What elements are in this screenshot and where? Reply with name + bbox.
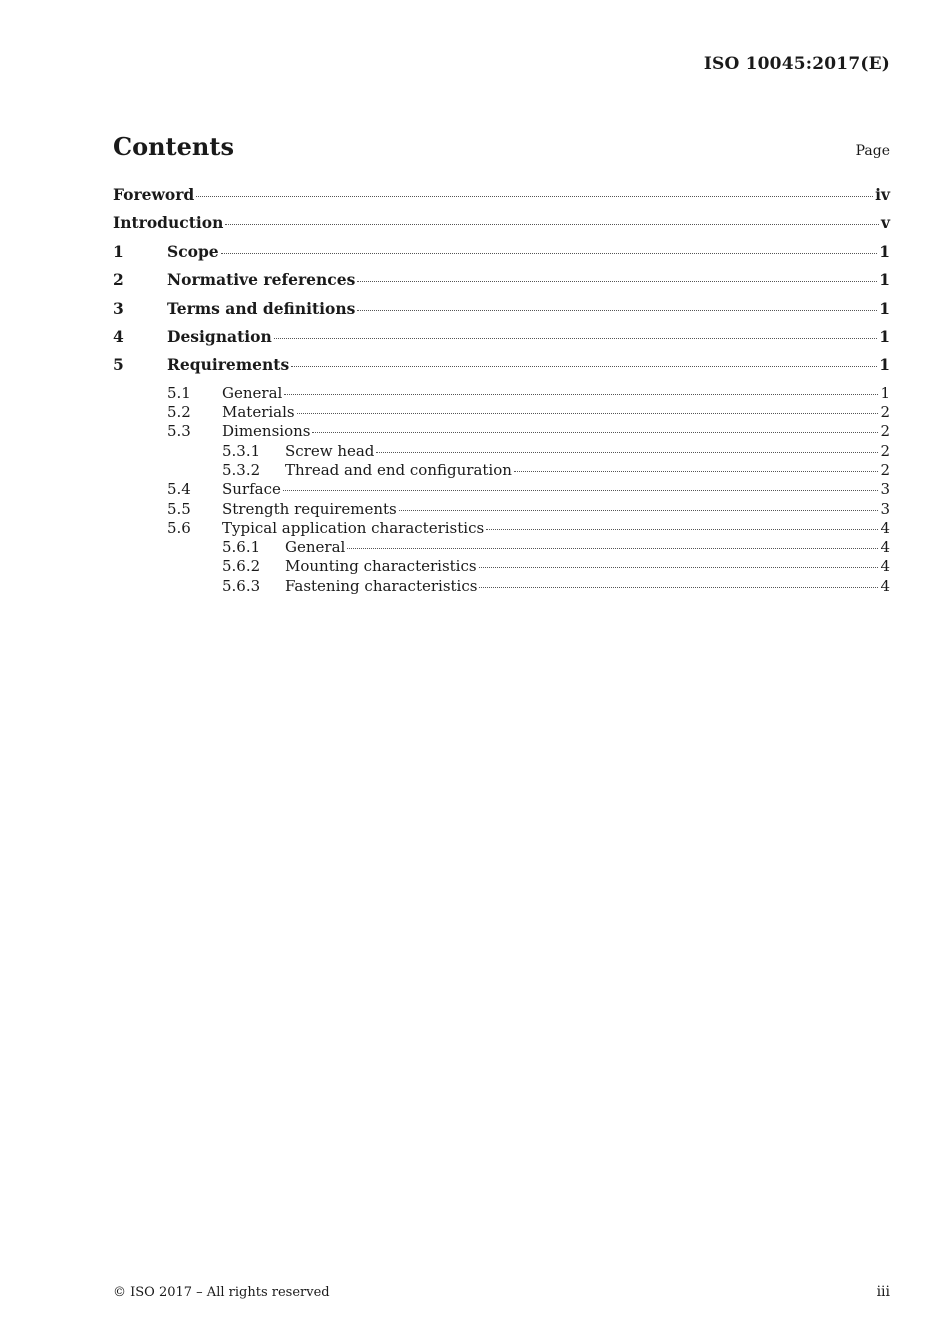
toc-entry[interactable]: [113, 355, 890, 383]
toc-entry-page: v: [880, 213, 890, 233]
footer-page-number: iii: [876, 1284, 890, 1300]
toc-entry-page: 4: [880, 518, 890, 537]
toc-entry-number: 5.3: [167, 422, 191, 441]
toc-page-label: Page: [855, 143, 890, 159]
toc-entry-label: Designation: [167, 326, 272, 346]
toc-entry-page: 1: [879, 270, 890, 290]
toc-dot-leader: [284, 394, 878, 395]
toc-dot-leader: [274, 338, 877, 339]
toc-dot-leader: [297, 413, 879, 414]
toc-entry-number: 5.4: [167, 480, 191, 499]
toc-entry-page: 2: [880, 441, 890, 460]
toc-dot-leader: [486, 529, 878, 530]
toc-entry[interactable]: [113, 519, 890, 538]
toc-entry-number: 3: [113, 298, 124, 318]
toc-dot-leader: [357, 281, 877, 282]
toc-entry-label: Mounting characteristics: [285, 557, 477, 576]
toc-dot-leader: [376, 452, 878, 453]
toc-entry-label: General: [222, 383, 283, 402]
toc-entry-page: 2: [880, 403, 890, 422]
toc-entry[interactable]: [113, 242, 890, 270]
toc-dot-leader: [225, 224, 879, 225]
toc-entry-label: Fastening characteristics: [285, 576, 478, 595]
toc-entry-page: 4: [880, 557, 890, 576]
footer-copyright: © ISO 2017 – All rights reserved: [113, 1285, 330, 1300]
toc-entry-number: 2: [113, 270, 124, 290]
toc-dot-leader: [283, 490, 879, 491]
toc-entry[interactable]: [113, 213, 890, 241]
toc-entry-number: 5.3.1: [222, 441, 261, 460]
toc-entry-page: 3: [880, 499, 890, 518]
toc-entry-page: 1: [879, 326, 890, 346]
toc-entry-page: 2: [880, 422, 890, 441]
toc-entry-label: Surface: [222, 480, 281, 499]
toc-entry[interactable]: [113, 299, 890, 327]
toc-entry-number: 5: [113, 355, 124, 375]
toc-dot-leader: [196, 196, 873, 197]
toc-dot-leader: [347, 548, 878, 549]
toc-entry-page: 4: [880, 538, 890, 557]
toc-dot-leader: [357, 310, 877, 311]
toc-entry-number: 5.1: [167, 383, 191, 402]
toc-entry[interactable]: [113, 577, 890, 596]
toc-dot-leader: [399, 510, 879, 511]
toc-entry[interactable]: [113, 270, 890, 298]
toc-title: Contents: [113, 132, 234, 161]
toc-entry-page: 1: [879, 241, 890, 261]
toc-dot-leader: [479, 587, 878, 588]
toc-entry-page: 1: [879, 355, 890, 375]
toc-entry-number: 5.6.3: [222, 576, 261, 595]
toc-entry-label: Terms and definitions: [167, 298, 356, 318]
toc-entry-number: 5.6.1: [222, 538, 261, 557]
toc-entry-page: 4: [880, 576, 890, 595]
table-of-contents: [113, 185, 890, 596]
toc-entry-label: Materials: [222, 403, 295, 422]
toc-entry[interactable]: [113, 185, 890, 213]
toc-entry[interactable]: [113, 422, 890, 441]
toc-entry-number: 5.5: [167, 499, 191, 518]
toc-entry[interactable]: [113, 403, 890, 422]
toc-entry-number: 5.6.2: [222, 557, 261, 576]
toc-entry[interactable]: [113, 500, 890, 519]
toc-entry-page: iv: [875, 185, 890, 204]
toc-entry-label: Requirements: [167, 355, 290, 375]
toc-dot-leader: [514, 471, 879, 472]
toc-entry-label: Scope: [167, 241, 219, 261]
toc-entry-label: Strength requirements: [222, 499, 397, 518]
toc-dot-leader: [479, 567, 879, 568]
toc-dot-leader: [221, 253, 878, 254]
toc-entry-label: Typical application characteristics: [222, 518, 485, 537]
toc-entry-label: Foreword: [113, 185, 195, 204]
toc-entry-page: 2: [880, 460, 890, 479]
toc-entry[interactable]: [113, 480, 890, 499]
toc-entry[interactable]: [113, 384, 890, 403]
toc-entry-page: 3: [880, 480, 890, 499]
toc-entry-number: 5.3.2: [222, 460, 261, 479]
toc-entry-label: Screw head: [285, 441, 375, 460]
toc-entry-number: 4: [113, 326, 124, 346]
document-id: ISO 10045:2017(E): [703, 54, 890, 74]
toc-entry-label: Dimensions: [222, 422, 311, 441]
toc-entry-page: 1: [880, 383, 890, 402]
toc-entry[interactable]: [113, 461, 890, 480]
toc-entry-label: General: [285, 538, 346, 557]
toc-dot-leader: [291, 366, 877, 367]
toc-dot-leader: [312, 432, 878, 433]
toc-entry-label: Thread and end configuration: [285, 460, 512, 479]
toc-entry[interactable]: [113, 327, 890, 355]
toc-entry[interactable]: [113, 557, 890, 576]
toc-entry-number: 5.6: [167, 518, 191, 537]
toc-entry[interactable]: [113, 538, 890, 557]
toc-entry-page: 1: [879, 298, 890, 318]
toc-entry-number: 1: [113, 241, 124, 261]
toc-entry-number: 5.2: [167, 403, 191, 422]
toc-entry-label: Normative references: [167, 270, 356, 290]
toc-entry-label: Introduction: [113, 213, 224, 233]
toc-entry[interactable]: [113, 442, 890, 461]
toc-heading: [113, 132, 890, 164]
